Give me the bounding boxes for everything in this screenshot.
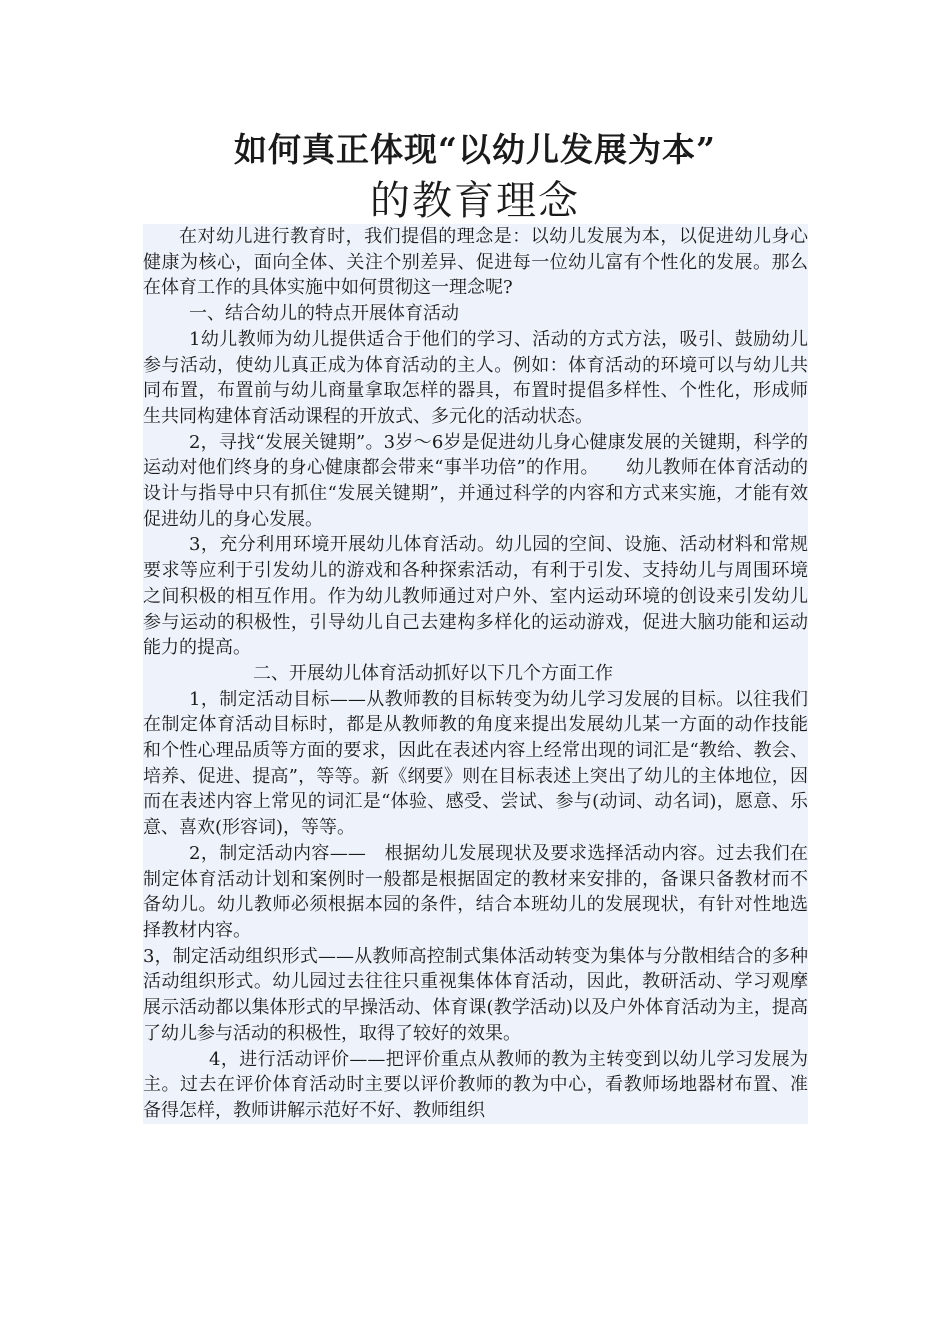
paragraph-2-4: 4，进行活动评价——把评价重点从教师的教为主转变到以幼儿学习发展为主。过去在评价体育活动时主要以评价教师的教为中心，看教师场地器材布置、准备得怎样，教师讲解示范好不好、教师组织 — [143, 1048, 808, 1121]
paragraph-2-1: 1，制定活动目标——从教师教的目标转变为幼儿学习发展的目标。以往我们在制定体育活动目标时，都是从教师教的角度来提出发展幼儿某一方面的动作技能和个性心理品质等方面的要求，因此在表述内容上经常出现的词汇是“教给、教会、培养、促进、提高”，等等。新《纲要》则在目标表述上突出了幼儿的主体地位，因而在表述内容上常见的词汇是“体验、感受、尝试、参与(动词、动名词)，愿意、乐意、喜欢(形容词)，等等。 — [143, 688, 808, 839]
document-body — [143, 224, 808, 1124]
paragraph-1-2: 2，寻找“发展关键期”。3岁～6岁是促进幼儿身心健康发展的关键期，科学的运动对他们终身的身心健康都会带来“事半功倍”的作用。 幼儿教师在体育活动的设计与指导中只有抓住“发展关键期”，并通过科学的内容和方式来实施，才能有效促进幼儿的身心发展。 — [143, 431, 808, 530]
section-heading-1: 一、结合幼儿的特点开展体育活动 — [189, 303, 459, 325]
intro-paragraph: 在对幼儿进行教育时，我们提倡的理念是：以幼儿发展为本，以促进幼儿身心健康为核心，面向全体、关注个别差异、促进每一位幼儿富有个性化的发展。那么在体育工作的具体实施中如何贯彻这一理念呢? — [143, 226, 808, 299]
paragraph-2-2: 2，制定活动内容—— 根据幼儿发展现状及要求选择活动内容。过去我们在制定体育活动计划和案例时一般都是根据固定的教材来安排的，备课只备教材而不备幼儿。幼儿教师必须根据本园的条件，结合本班幼儿的发展现状，有针对性地选择教材内容。 — [143, 842, 808, 941]
paragraph-1-1: 1幼儿教师为幼儿提供适合于他们的学习、活动的方式方法，吸引、鼓励幼儿参与活动，使幼儿真正成为体育活动的主人。例如：体育活动的环境可以与幼儿共同布置，布置前与幼儿商量拿取怎样的器具，布置时提倡多样性、个性化，形成师生共同构建体育活动课程的开放式、多元化的活动状态。 — [143, 328, 808, 427]
paragraph-2-3: 3，制定活动组织形式——从教师高控制式集体活动转变为集体与分散相结合的多种活动组织形式。幼儿园过去往往只重视集体体育活动，因此，教研活动、学习观摩展示活动都以集体形式的早操活动、体育课(教学活动)以及户外体育活动为主，提高了幼儿参与活动的积极性，取得了较好的效果。 — [143, 945, 808, 1044]
document-title-line-2: 的教育理念 — [370, 178, 580, 224]
section-heading-2: 二、开展幼儿体育活动抓好以下几个方面工作 — [253, 662, 613, 684]
document-title-line-1: 如何真正体现“以幼儿发展为本” — [234, 130, 716, 169]
paragraph-1-3: 3，充分利用环境开展幼儿体育活动。幼儿园的空间、设施、活动材料和常规要求等应利于引发幼儿的游戏和各种探索活动，有利于引发、支持幼儿与周围环境之间积极的相互作用。作为幼儿教师通过对户外、室内运动环境的创设来引发幼儿参与运动的积极性，引导幼儿自己去建构多样化的运动游戏，促进大脑功能和运动能力的提高。 — [143, 534, 808, 659]
